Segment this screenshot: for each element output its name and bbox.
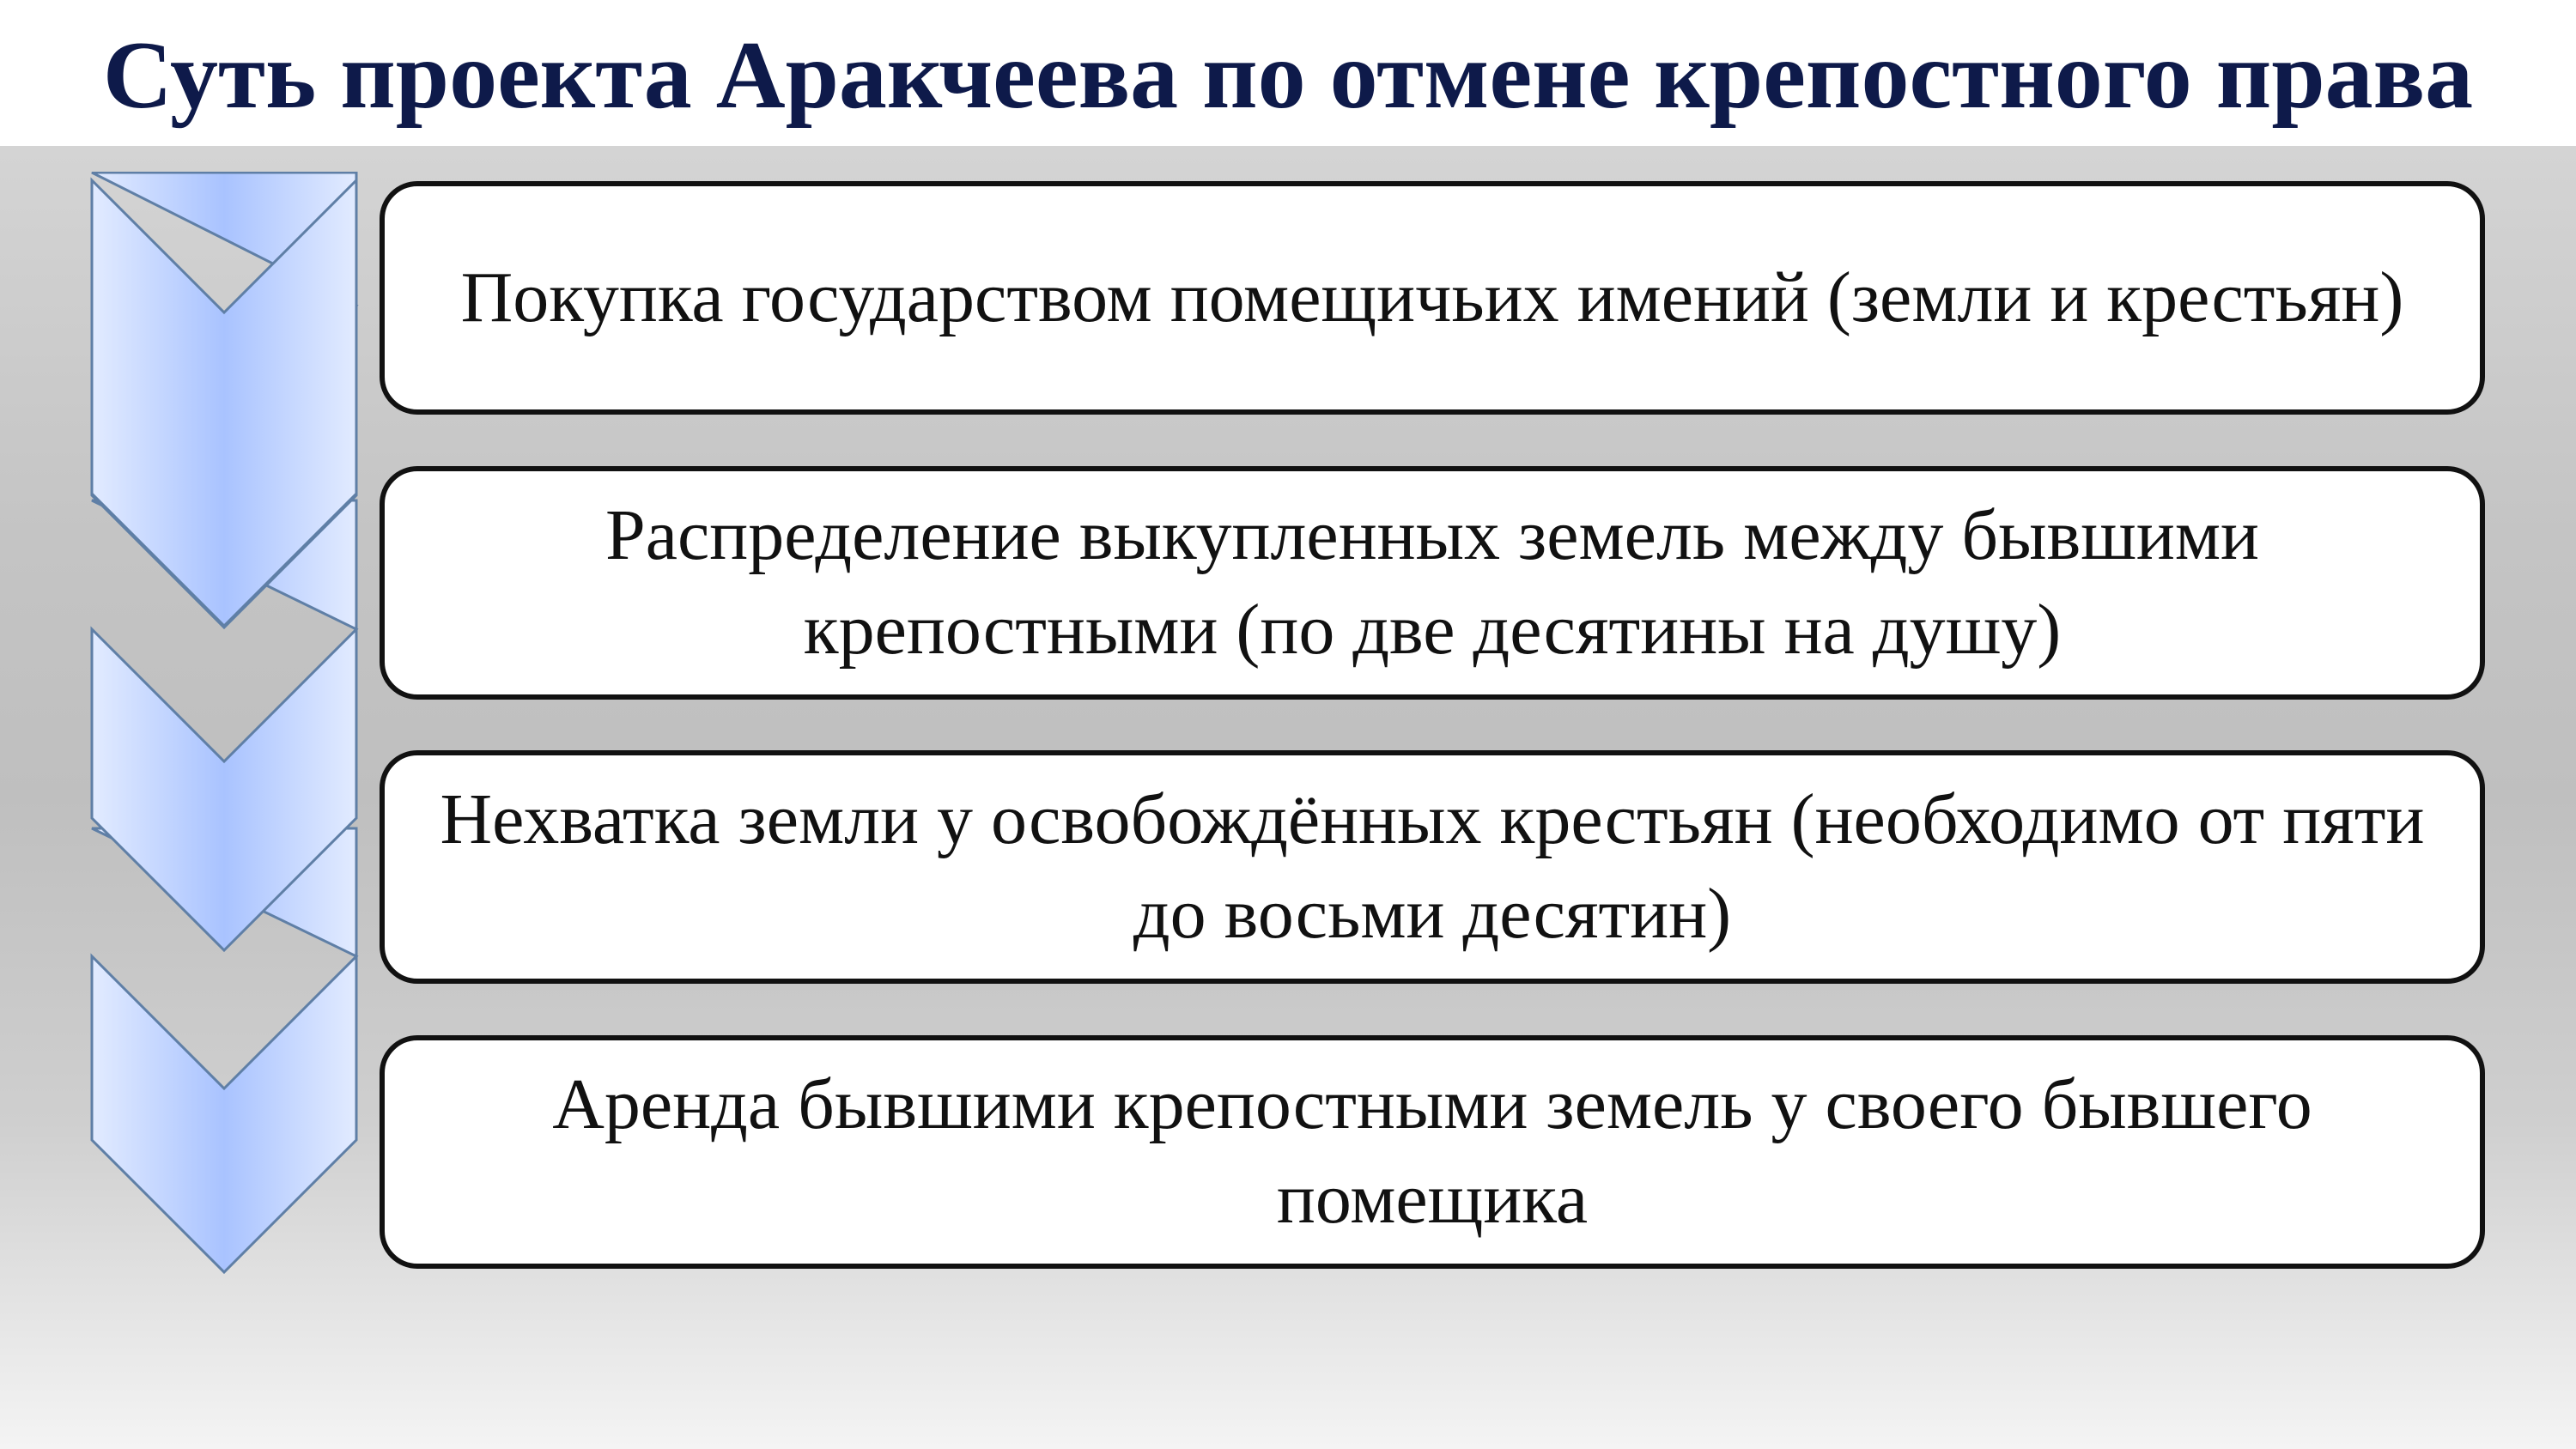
step-text-1: Покупка государством помещичьих имений (земли и крестьян) [460, 258, 2404, 337]
step-text-3: Нехватка земли у освобождённых крестьян (необходимо от пяти до восьми десятин) [440, 779, 2425, 954]
step-box-1 [380, 181, 2485, 415]
title-band [0, 0, 2576, 146]
slide-title: Суть проекта Аракчеева по отмене крепостного права [102, 22, 2474, 129]
step-box-2 [380, 466, 2485, 700]
chevron-process-arrow [82, 172, 365, 1288]
step-text-2: Распределение выкупленных земель между бывшими крепостными (по две десятины на душу) [605, 495, 2259, 670]
step-box-4 [380, 1035, 2485, 1269]
step-text-4: Аренда бывшими крепостными земель у своего бывшего помещика [552, 1064, 2312, 1239]
step-box-3 [380, 750, 2485, 984]
